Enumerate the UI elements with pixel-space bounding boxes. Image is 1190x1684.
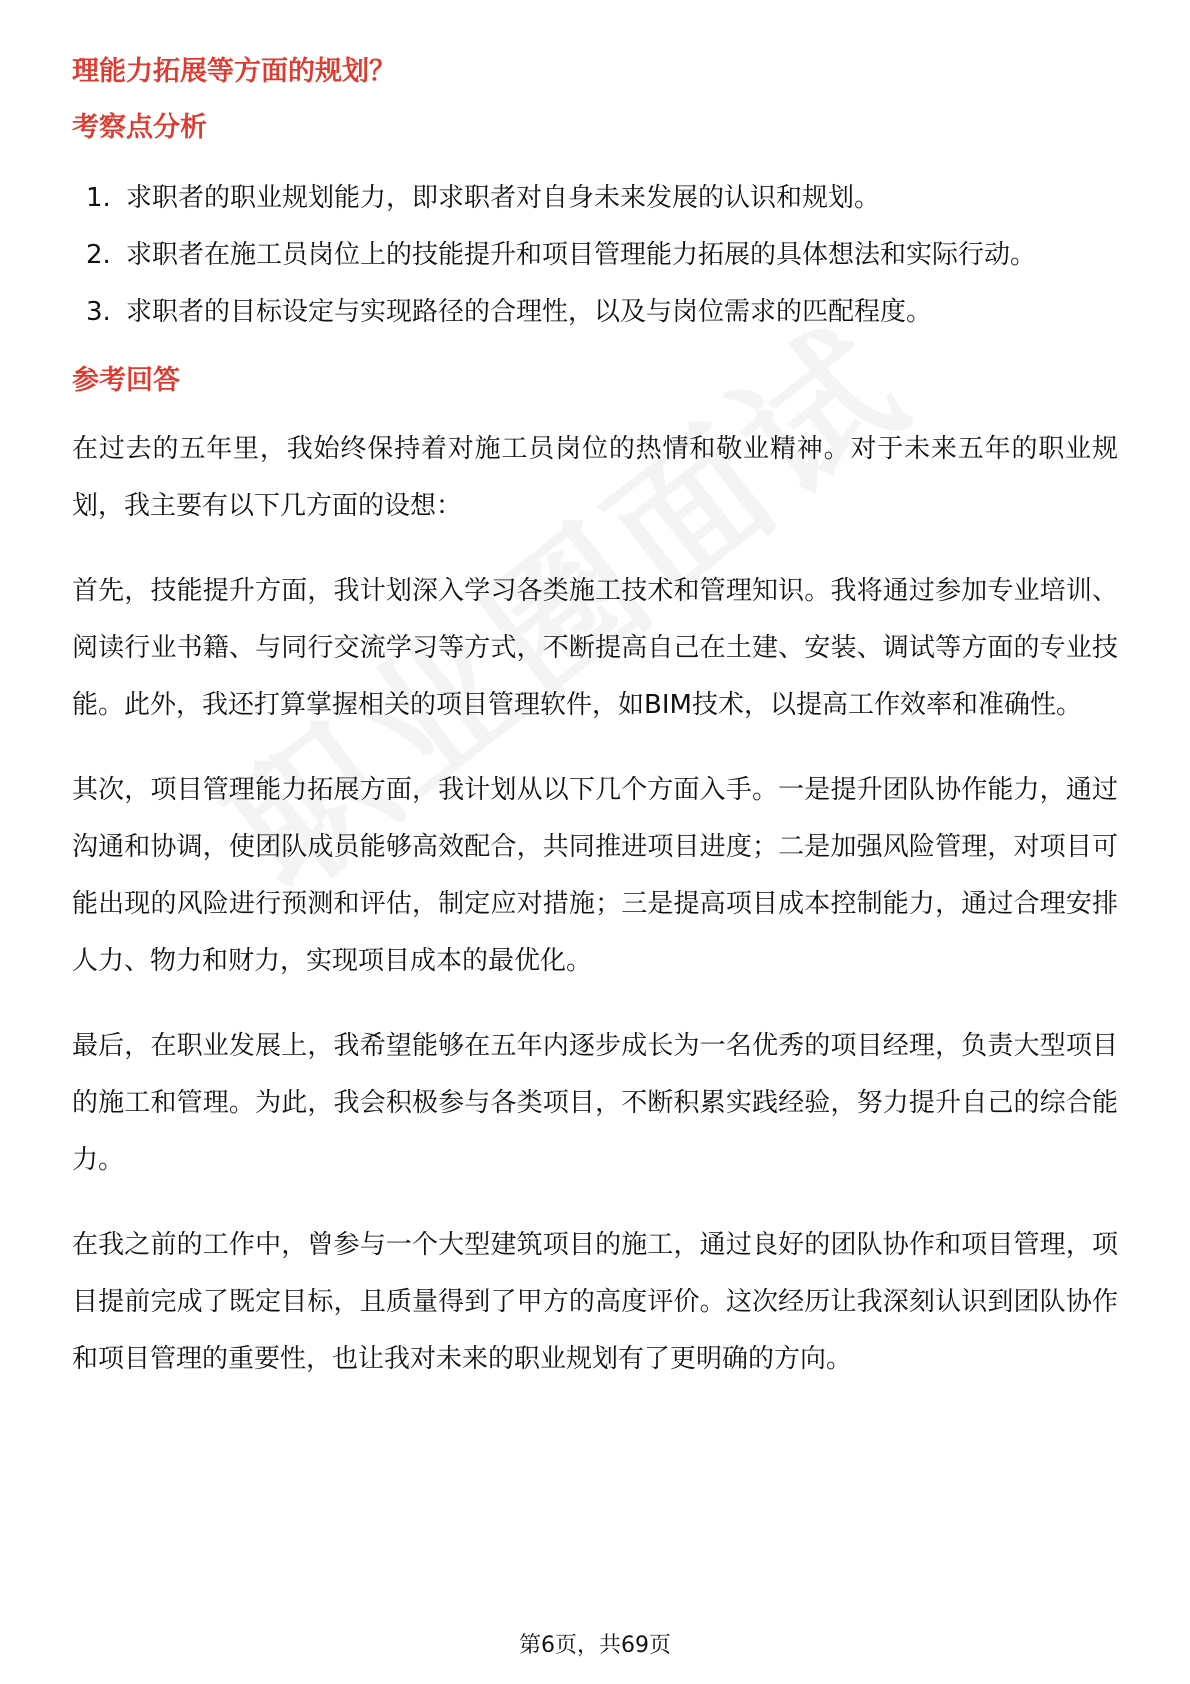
- answer-paragraph: 在我之前的工作中，曾参与一个大型建筑项目的施工，通过良好的团队协作和项目管理，项目提前完成了既定目标，且质量得到了甲方的高度评价。这次经历让我深刻认识到团队协作和项目管理的重要性，也让我对未来的职业规划有了更明确的方向。: [72, 1230, 1118, 1374]
- answer-paragraph: 最后，在职业发展上，我希望能够在五年内逐步成长为一名优秀的项目经理，负责大型项目的施工和管理。为此，我会积极参与各类项目，不断积累实践经验，努力提升自己的综合能力。: [72, 1031, 1118, 1175]
- answer-heading: 参考回答: [72, 365, 180, 396]
- question-heading: 理能力拓展等方面的规划？: [72, 56, 396, 87]
- answer-paragraph: 在过去的五年里，我始终保持着对施工员岗位的热情和敬业精神。对于未来五年的职业规划，我主要有以下几方面的设想：: [72, 434, 1118, 521]
- list-item-number: 1.: [86, 183, 111, 213]
- list-item-number: 2.: [86, 240, 111, 270]
- list-item: [72, 170, 1118, 227]
- answer-paragraph: 其次，项目管理能力拓展方面，我计划从以下几个方面入手。一是提升团队协作能力，通过沟通和协调，使团队成员能够高效配合，共同推进项目进度；二是加强风险管理，对项目可能出现的风险进行预测和评估，制定应对措施；三是提高项目成本控制能力，通过合理安排人力、物力和财力，实现项目成本的最优化。: [72, 775, 1118, 976]
- document-page: [72, 48, 1118, 1388]
- analysis-list: [72, 170, 1118, 341]
- analysis-heading: 考察点分析: [72, 112, 207, 143]
- page-footer: 第6页，共69页: [519, 1633, 671, 1658]
- list-item: [72, 227, 1118, 284]
- list-item-text: 求职者的目标设定与实现路径的合理性，以及与岗位需求的匹配程度。: [126, 297, 933, 327]
- list-item-number: 3.: [86, 297, 111, 327]
- list-item-text: 求职者的职业规划能力，即求职者对自身未来发展的认识和规划。: [126, 183, 881, 213]
- list-item: [72, 284, 1118, 341]
- list-item-text: 求职者在施工员岗位上的技能提升和项目管理能力拓展的具体想法和实际行动。: [126, 240, 1037, 270]
- answer-paragraph: 首先，技能提升方面，我计划深入学习各类施工技术和管理知识。我将通过参加专业培训、阅读行业书籍、与同行交流学习等方式，不断提高自己在土建、安装、调试等方面的专业技能。此外，我还打算掌握相关的项目管理软件，如BIM技术，以提高工作效率和准确性。: [72, 576, 1118, 720]
